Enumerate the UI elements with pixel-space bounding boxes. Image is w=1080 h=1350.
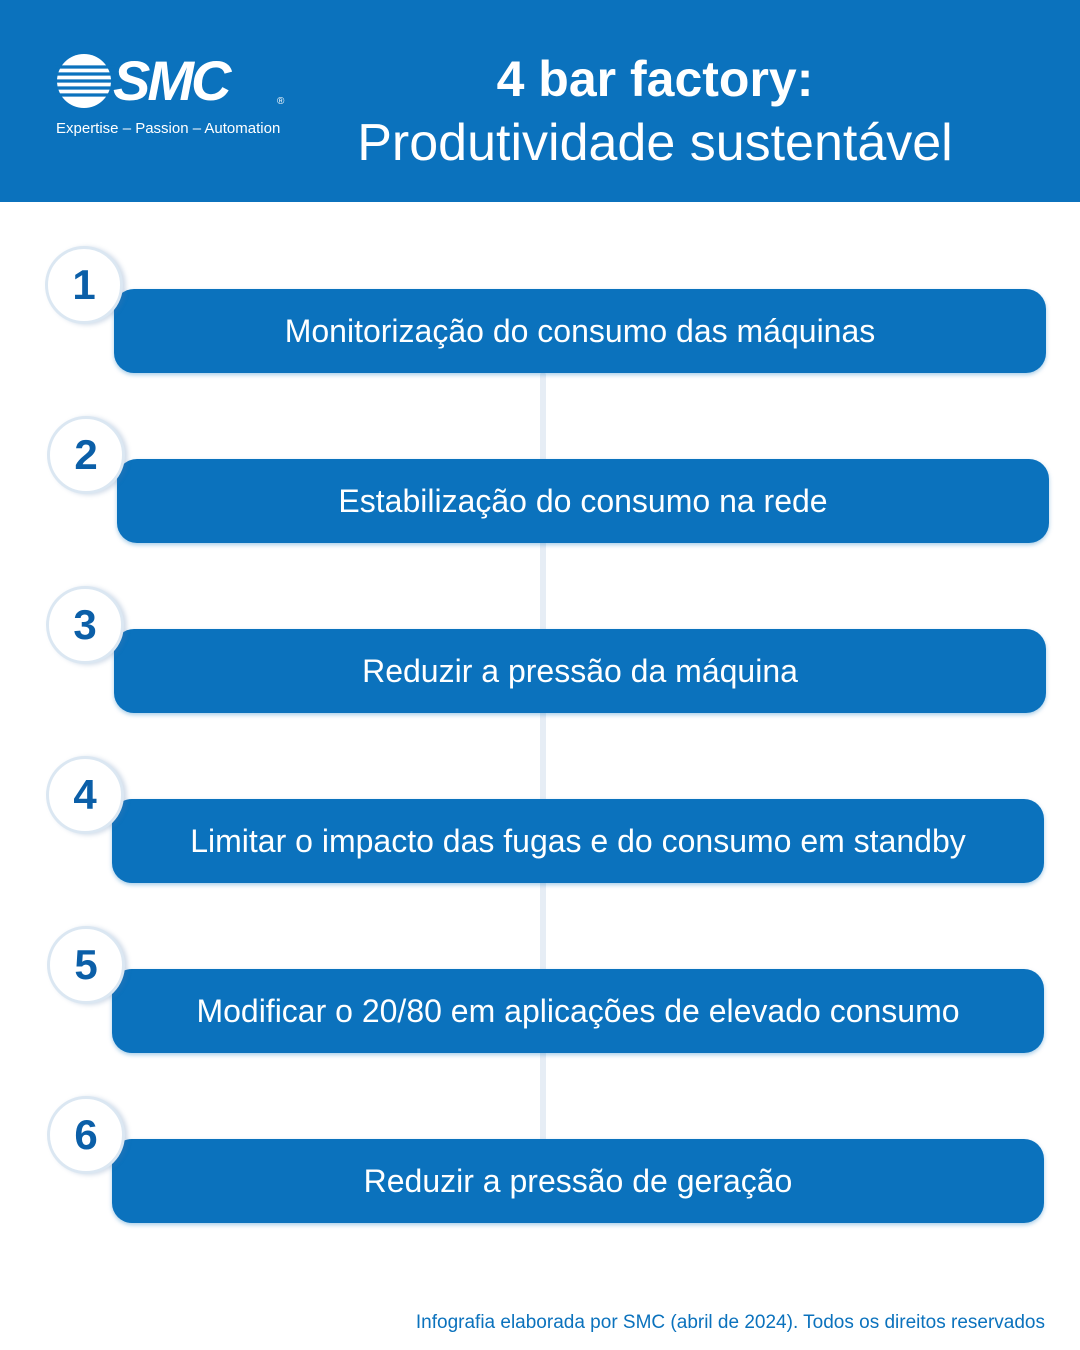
page-title: 4 bar factory: [496, 51, 814, 107]
smc-logo [55, 52, 295, 142]
svg-text:®: ® [277, 96, 285, 107]
step-item [0, 416, 1080, 546]
step-label: Modificar o 20/80 em aplicações de elevado consumo [112, 969, 1044, 1053]
step-number-badge: 2 [47, 416, 125, 494]
step-label: Reduzir a pressão da máquina [114, 629, 1046, 713]
smc-logo-icon [55, 52, 115, 110]
smc-wordmark [111, 52, 291, 110]
step-number-badge: 4 [46, 756, 124, 834]
step-item [0, 926, 1080, 1056]
step-item [0, 586, 1080, 716]
step-item [0, 1096, 1080, 1226]
step-item [0, 246, 1080, 376]
header-banner [0, 0, 1080, 202]
step-number-badge: 5 [47, 926, 125, 1004]
step-number-badge: 6 [47, 1096, 125, 1174]
step-label: Estabilização do consumo na rede [117, 459, 1049, 543]
step-item [0, 756, 1080, 886]
step-label: Limitar o impacto das fugas e do consumo em standby [112, 799, 1044, 883]
step-number-badge: 1 [45, 246, 123, 324]
step-label: Reduzir a pressão de geração [112, 1139, 1044, 1223]
logo-tagline: Expertise – Passion – Automation [56, 120, 281, 137]
page-subtitle: Produtividade sustentável [357, 114, 953, 172]
svg-text:SMC: SMC [113, 52, 229, 110]
step-number-badge: 3 [46, 586, 124, 664]
footer-credit: Infografia elaborada por SMC (abril de 2024). Todos os direitos reservados [415, 1312, 1045, 1333]
step-label: Monitorização do consumo das máquinas [114, 289, 1046, 373]
